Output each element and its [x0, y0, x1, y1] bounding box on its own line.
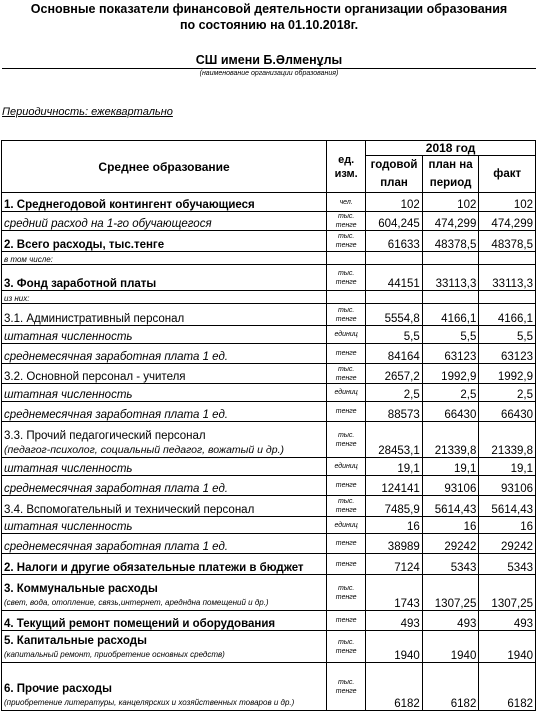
- period-plan-value: 1992,9: [422, 364, 479, 384]
- annual-plan-value: 2657,2: [366, 364, 423, 384]
- empty-cell: [366, 291, 423, 304]
- row-label-main: 3. Коммунальные расходы: [4, 583, 158, 595]
- empty-cell: [479, 252, 536, 265]
- empty-cell: [422, 291, 479, 304]
- table-row: [2, 476, 536, 496]
- actual-value: 1940: [479, 631, 536, 663]
- row-label-note: (приобретение литературы, канцелярских и хозяйственных товаров и др.): [4, 698, 295, 707]
- row-unit: тенге: [327, 554, 366, 575]
- annual-plan-value: 84164: [366, 344, 423, 364]
- period-plan-value: 1307,25: [422, 575, 479, 611]
- row-unit: тыс. тенге: [327, 231, 366, 252]
- row-unit: единиц: [327, 384, 366, 402]
- row-unit: единиц: [327, 326, 366, 344]
- table-row: [2, 611, 536, 631]
- row-label: [2, 663, 327, 711]
- annual-plan-value: 88573: [366, 402, 423, 422]
- annual-plan-header: годовой план: [366, 156, 423, 193]
- row-label: 2. Налоги и другие обязательные платежи в бюджет: [2, 554, 327, 575]
- annual-plan-value: 7124: [366, 554, 423, 575]
- actual-value: 5343: [479, 554, 536, 575]
- empty-cell: [366, 252, 423, 265]
- row-unit: тыс. тенге: [327, 364, 366, 384]
- actual-value: 5,5: [479, 326, 536, 344]
- annual-plan-value: 6182: [366, 663, 423, 711]
- row-label: в том числе:: [2, 252, 327, 265]
- actual-value: 2,5: [479, 384, 536, 402]
- actual-value: 63123: [479, 344, 536, 364]
- row-label: [2, 575, 327, 611]
- actual-value: 21339,8: [479, 422, 536, 458]
- section-header: Среднее образование: [2, 141, 327, 193]
- table-row: [2, 364, 536, 384]
- period-plan-value: 5343: [422, 554, 479, 575]
- row-label: средний расход на 1-го обучающегося: [2, 212, 327, 231]
- annual-plan-value: 28453,1: [366, 422, 423, 458]
- table-row: [2, 534, 536, 554]
- organization-name: СШ имени Б.Әлменұлы: [195, 53, 343, 67]
- year-header: 2018 год: [366, 141, 536, 156]
- row-unit: тыс. тенге: [327, 422, 366, 458]
- row-unit: тенге: [327, 534, 366, 554]
- table-row: [2, 554, 536, 575]
- period-plan-value: 102: [422, 193, 479, 212]
- report-date: по состоянию на 01.10.2018г.: [179, 18, 359, 32]
- organization-caption: (наименование организации образования): [199, 70, 339, 77]
- period-plan-value: 66430: [422, 402, 479, 422]
- table-row: [2, 496, 536, 517]
- row-label: штатная численность: [2, 384, 327, 402]
- period-plan-value: 474,299: [422, 212, 479, 231]
- actual-value: 33113,3: [479, 265, 536, 291]
- row-unit: единиц: [327, 458, 366, 476]
- actual-value: 4166,1: [479, 304, 536, 326]
- table-row: [2, 291, 536, 304]
- table-row: [2, 402, 536, 422]
- row-label: 1. Среднегодовой контингент обучающиеся: [2, 193, 327, 212]
- row-label-main: 6. Прочие расходы: [4, 683, 112, 695]
- table-row: [2, 422, 536, 458]
- table-row: [2, 663, 536, 711]
- row-label: 4. Текущий ремонт помещений и оборудования: [2, 611, 327, 631]
- row-label: [2, 422, 327, 458]
- annual-plan-value: 493: [366, 611, 423, 631]
- table-row: [2, 575, 536, 611]
- table-row: [2, 458, 536, 476]
- annual-plan-value: 2,5: [366, 384, 423, 402]
- row-label: среднемесячная заработная плата 1 ед.: [2, 476, 327, 496]
- period-plan-value: 6182: [422, 663, 479, 711]
- row-label-main: 5. Капитальные расходы: [4, 635, 147, 647]
- annual-plan-value: 1743: [366, 575, 423, 611]
- period-plan-value: 48378,5: [422, 231, 479, 252]
- actual-value: 5614,43: [479, 496, 536, 517]
- annual-plan-value: 38989: [366, 534, 423, 554]
- table-row: [2, 231, 536, 252]
- actual-header: факт: [479, 156, 536, 193]
- table-row: [2, 193, 536, 212]
- row-label: штатная численность: [2, 326, 327, 344]
- empty-cell: [479, 291, 536, 304]
- row-label: 3.2. Основной персонал - учителя: [2, 364, 327, 384]
- actual-value: 1307,25: [479, 575, 536, 611]
- period-plan-value: 493: [422, 611, 479, 631]
- period-plan-value: 63123: [422, 344, 479, 364]
- actual-value: 6182: [479, 663, 536, 711]
- period-plan-value: 4166,1: [422, 304, 479, 326]
- actual-value: 48378,5: [479, 231, 536, 252]
- annual-plan-value: 5,5: [366, 326, 423, 344]
- actual-value: 1992,9: [479, 364, 536, 384]
- row-unit: тенге: [327, 402, 366, 422]
- annual-plan-value: 5554,8: [366, 304, 423, 326]
- annual-plan-value: 102: [366, 193, 423, 212]
- row-label: 3. Фонд заработной платы: [2, 265, 327, 291]
- table-row: [2, 326, 536, 344]
- row-unit: тыс. тенге: [327, 496, 366, 517]
- period-plan-value: 5614,43: [422, 496, 479, 517]
- period-plan-header: план на период: [422, 156, 479, 193]
- row-label-main: 3.3. Прочий педагогический персонал: [4, 430, 206, 442]
- row-label: штатная численность: [2, 517, 327, 534]
- actual-value: 16: [479, 517, 536, 534]
- row-label: [2, 631, 327, 663]
- actual-value: 474,299: [479, 212, 536, 231]
- empty-cell: [422, 252, 479, 265]
- table-row: [2, 252, 536, 265]
- annual-plan-value: 44151: [366, 265, 423, 291]
- row-label: среднемесячная заработная плата 1 ед.: [2, 534, 327, 554]
- organization-underline: [2, 68, 536, 69]
- period-plan-value: 5,5: [422, 326, 479, 344]
- actual-value: 493: [479, 611, 536, 631]
- row-unit: чел.: [327, 193, 366, 212]
- table-row: [2, 344, 536, 364]
- annual-plan-value: 7485,9: [366, 496, 423, 517]
- table-row: [2, 304, 536, 326]
- row-unit: тенге: [327, 476, 366, 496]
- unit-header: ед. изм.: [327, 141, 366, 193]
- row-label-note: (педагог-психолог, социальный педагог, вожатый и др.): [4, 444, 284, 456]
- row-label: среднемесячная заработная плата 1 ед.: [2, 402, 327, 422]
- table-row: [2, 265, 536, 291]
- annual-plan-value: 16: [366, 517, 423, 534]
- row-unit: тыс. тенге: [327, 663, 366, 711]
- period-plan-value: 1940: [422, 631, 479, 663]
- table-body: [2, 193, 536, 711]
- row-label: штатная численность: [2, 458, 327, 476]
- actual-value: 19,1: [479, 458, 536, 476]
- empty-cell: [327, 291, 366, 304]
- row-unit: тенге: [327, 344, 366, 364]
- period-plan-value: 93106: [422, 476, 479, 496]
- row-label: 2. Всего расходы, тыс.тенге: [2, 231, 327, 252]
- row-label: 3.4. Вспомогательный и технический персонал: [2, 496, 327, 517]
- row-label: 3.1. Административный персонал: [2, 304, 327, 326]
- annual-plan-value: 1940: [366, 631, 423, 663]
- period-plan-value: 29242: [422, 534, 479, 554]
- table-row: [2, 212, 536, 231]
- row-unit: единиц: [327, 517, 366, 534]
- annual-plan-value: 61633: [366, 231, 423, 252]
- row-unit: тыс. тенге: [327, 212, 366, 231]
- period-plan-value: 33113,3: [422, 265, 479, 291]
- actual-value: 29242: [479, 534, 536, 554]
- report-title: Основные показатели финансовой деятельности организации образования: [30, 2, 508, 16]
- row-label-note: (свет, вода, отопление, связь,интернет, аредндна помещений и др.): [4, 598, 269, 607]
- period-plan-value: 21339,8: [422, 422, 479, 458]
- row-unit: тенге: [327, 611, 366, 631]
- table-row: [2, 384, 536, 402]
- period-plan-value: 2,5: [422, 384, 479, 402]
- row-unit: тыс. тенге: [327, 304, 366, 326]
- row-label-note: (капитальный ремонт, приобретение основных средств): [4, 650, 225, 659]
- row-unit: тыс. тенге: [327, 631, 366, 663]
- table-row: [2, 631, 536, 663]
- actual-value: 102: [479, 193, 536, 212]
- row-label: из них:: [2, 291, 327, 304]
- row-unit: тыс. тенге: [327, 265, 366, 291]
- annual-plan-value: 124141: [366, 476, 423, 496]
- annual-plan-value: 604,245: [366, 212, 423, 231]
- table-row: [2, 517, 536, 534]
- actual-value: 93106: [479, 476, 536, 496]
- periodicity-label: Периодичность: ежеквартально: [2, 106, 173, 118]
- annual-plan-value: 19,1: [366, 458, 423, 476]
- row-label: среднемесячная заработная плата 1 ед.: [2, 344, 327, 364]
- period-plan-value: 16: [422, 517, 479, 534]
- period-plan-value: 19,1: [422, 458, 479, 476]
- empty-cell: [327, 252, 366, 265]
- actual-value: 66430: [479, 402, 536, 422]
- row-unit: тыс. тенге: [327, 575, 366, 611]
- financial-table: [1, 140, 536, 711]
